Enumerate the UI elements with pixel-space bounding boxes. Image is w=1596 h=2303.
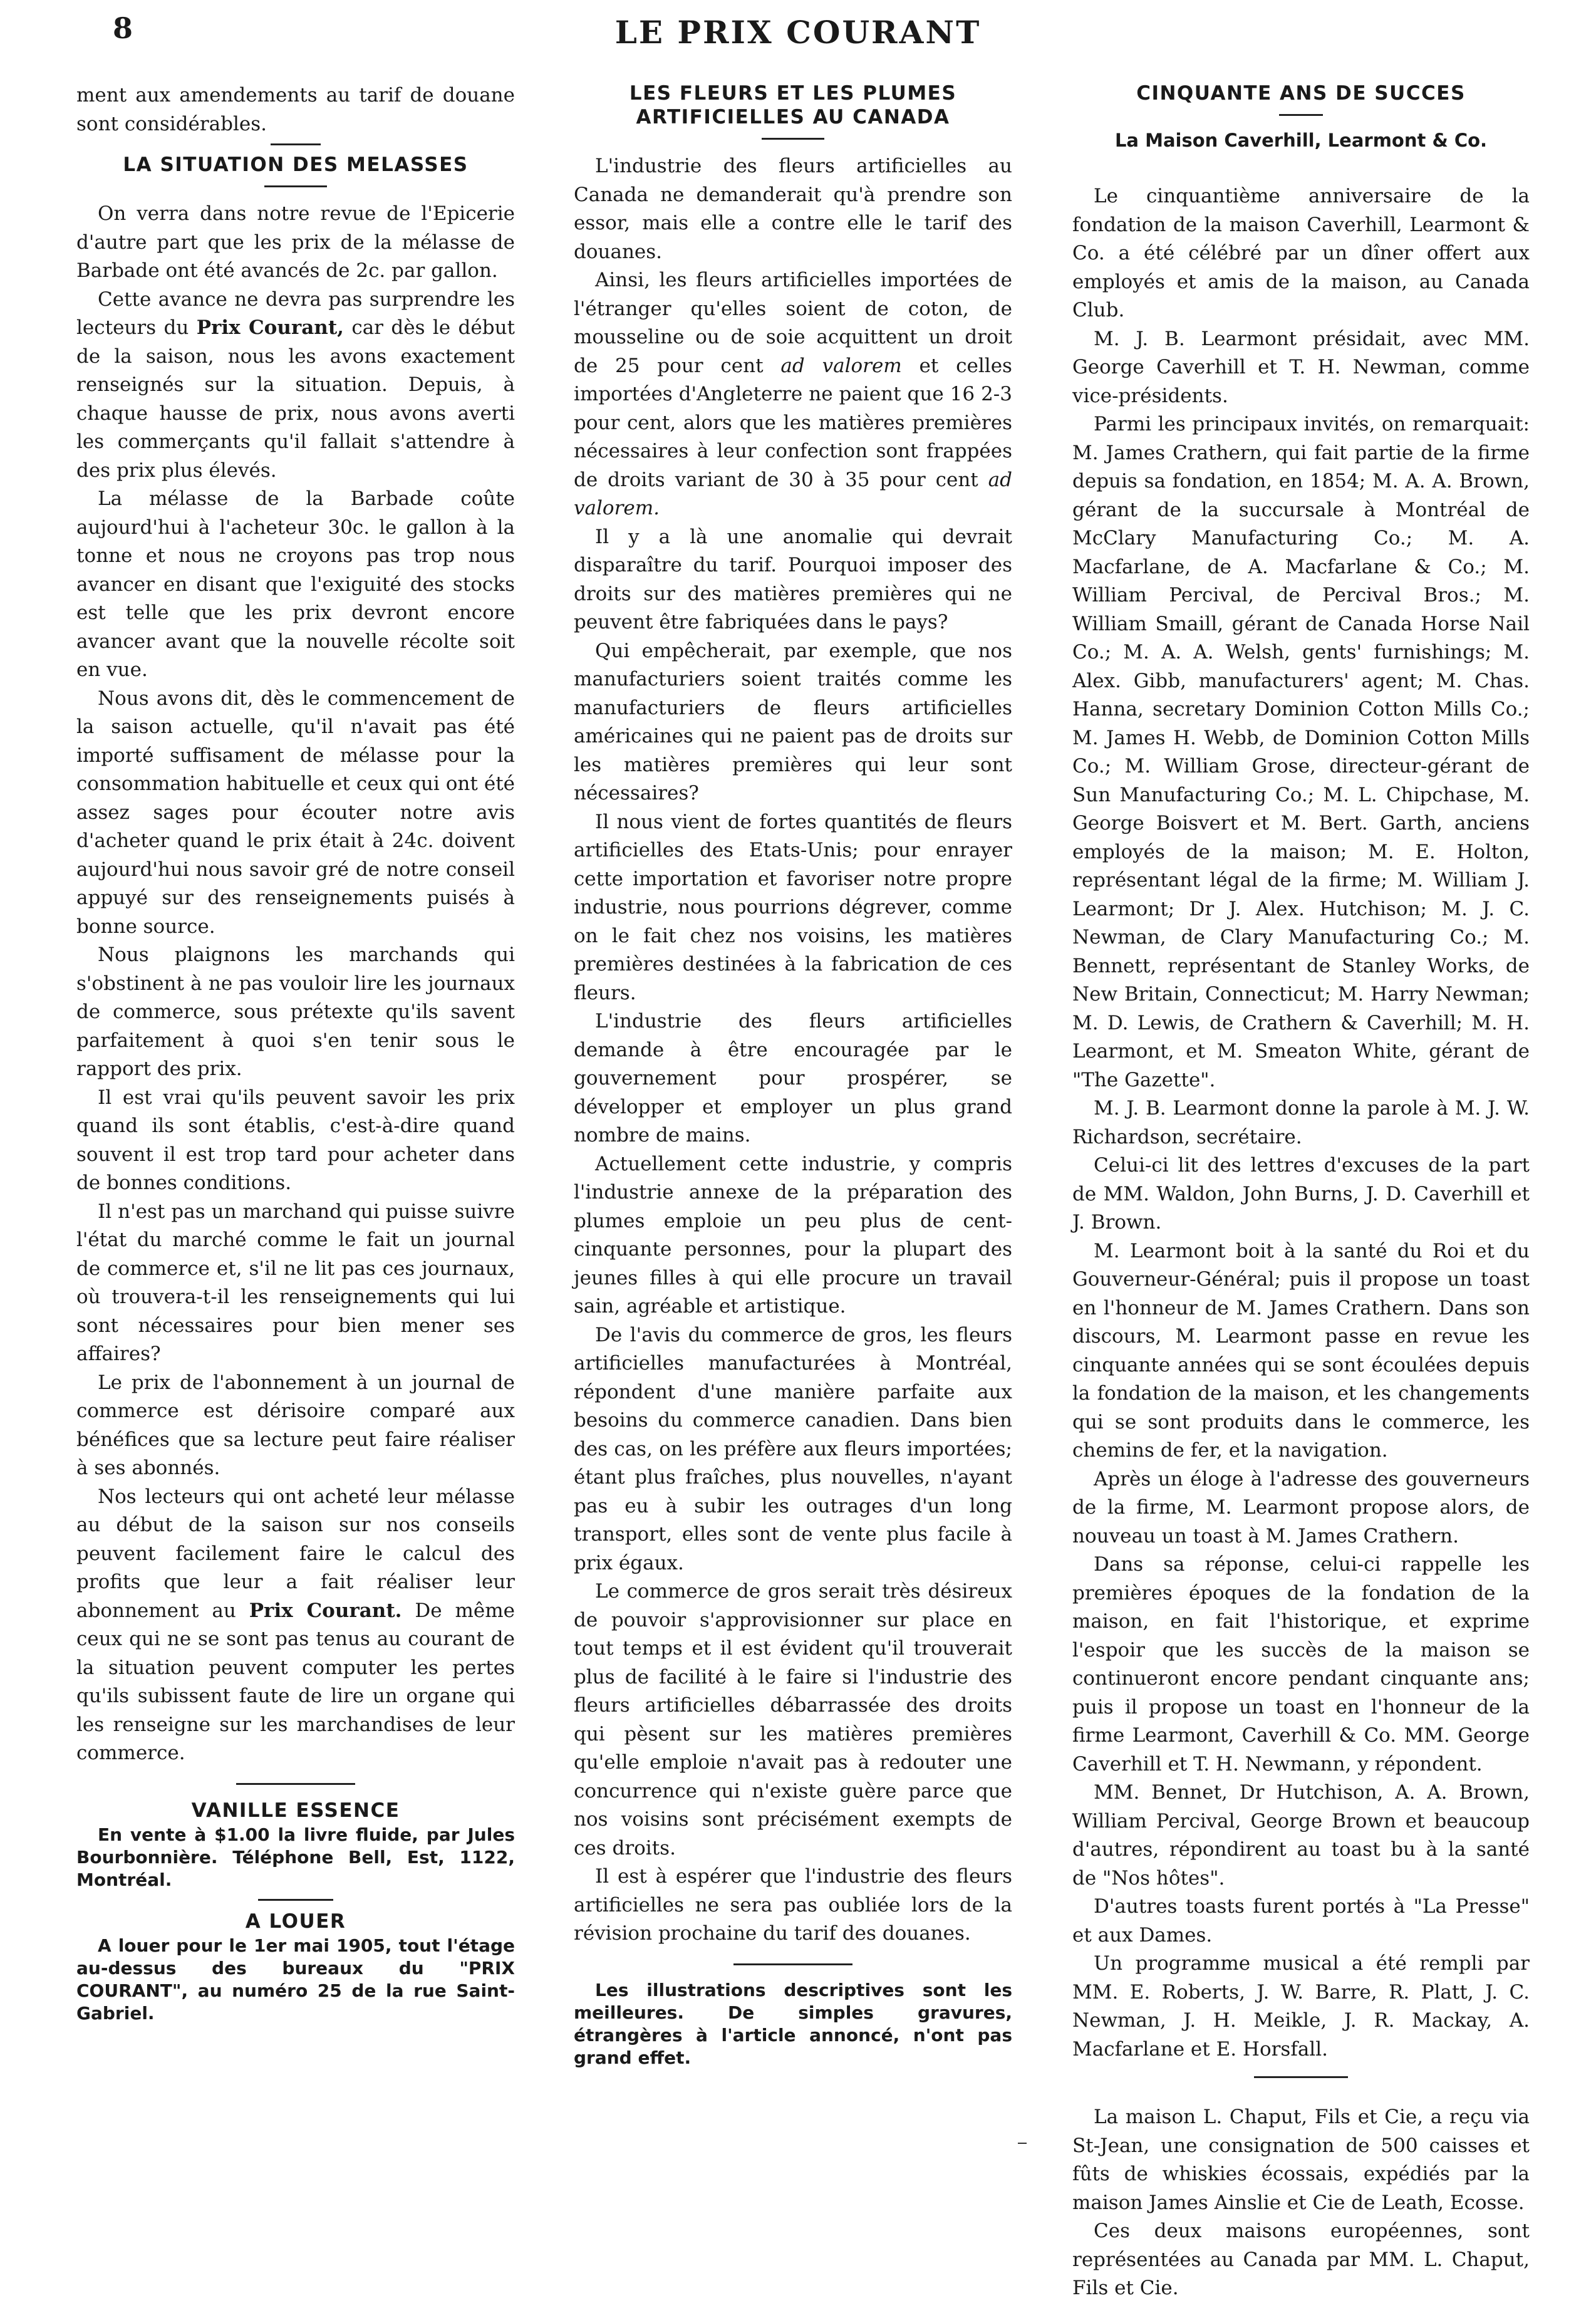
paragraph: Le cinquantième anniversaire de la fondation de la maison Caverhill, Learmont & Co. a été célébré par un dîner offert aux employés et amis de la maison, au Canada Club. [1072,185,1530,321]
paragraph: Ces deux maisons européennes, sont représentées au Canada par MM. L. Chaput, Fils et Cie. [1072,2220,1530,2299]
ad-text-louer: A louer pour le 1er mai 1905, tout l'étage au-dessus des bureaux du "PRIX COURANT", au numéro 25 de la rue Saint-Gabriel. [76,1935,515,2024]
article-title-cinquante-ans: CINQUANTE ANS DE SUCCES [1136,82,1466,105]
paragraph: Le prix de l'abonnement à un journal de commerce est dérisoire comparé aux bénéfices que sa lecture peut faire réaliser à ses abonnés. [76,1371,515,1479]
divider [1279,114,1323,116]
paragraph: De l'avis du commerce de gros, les fleurs artificielles manufacturées à Montréal, répondent d'une manière parfaite aux besoins du commerce canadien. Dans bien des cas, on les préfère aux fleurs importées; étant plus fraîches, plus nouvelles, n'ayant pas eu à subir les outrages d'un long transport, elles sont de vente plus facile à prix égaux. [574,1323,1012,1574]
paragraph: Cette avance ne devra pas surprendre les lecteurs du Prix Courant, car dès le début de la saison, nous les avons exactement renseignés sur la situation. Depuis, à chaque hausse de prix, nous avons averti les commerçants qu'il fallait s'attendre à des prix plus élevés. [76,288,516,482]
paragraph: Nous avons dit, dès le commencement de la saison actuelle, qu'il n'avait pas été importé suffisament de mélasse pour la consommation habituelle et ceux qui ont été assez sages pour écouter notre avis d'acheter quand le prix était à 24c. doivent aujourd'hui nous savoir gré de notre conseil appuyé sur des renseignements puisés à bonne source. [76,687,515,938]
paragraph: Nous plaignons les marchands qui s'obstinent à ne pas vouloir lire les journaux de commerce, sous prétexte qu'ils savent parfaitement à quoi s'en tenir sous le rapport des prix. [76,944,515,1080]
paragraph: Il y a là une anomalie qui devrait disparaître du tarif. Pourquoi imposer des droits sur des matières premières qui ne peuvent être fabriquées dans le pays? [574,525,1012,633]
divider [264,185,327,187]
paragraph: Un programme musical a été rempli par MM. E. Roberts, J. W. Barre, R. Platt, J. C. Newman, J. H. Meikle, J. R. Mackay, A. Macfarlane et E. Horsfall. [1072,1952,1530,2061]
paragraph: Dans sa réponse, celui-ci rappelle les premières époques de la fondation de la maison, en fait l'historique, et exprime l'espoir que les succès de la maison se continueront encore pendant cinquante ans; puis il propose un toast en l'honneur de la firme Learmont, Caverhill & Co. MM. George Caverhill et T. H. Newmann, y répondent. [1072,1553,1530,1775]
paragraph: Il est à espérer que l'industrie des fleurs artificielles ne sera pas oubliée lors de la révision prochaine du tarif des douanes. [574,1865,1012,1945]
divider [762,138,824,140]
paragraph: D'autres toasts furent portés à "La Presse" et aux Dames. [1072,1895,1530,1947]
column-3 [1072,81,1530,2303]
divider [258,1899,333,1901]
paragraph: Nos lecteurs qui ont acheté leur mélasse au début de la saison sur nos conseils peuvent facilement faire le calcul des profits que leur a fait réaliser leur abonnement au Prix Courant. De même ceux qui ne se sont pas tenus au courant de la situation peuvent computer les pertes qu'ils subissent faute de lire un organe qui les renseigne sur les marchandises de leur commerce. [76,1485,516,1764]
paragraph: Celui-ci lit des lettres d'excuses de la part de MM. Waldon, John Burns, J. D. Caverhill et J. Brown. [1072,1154,1530,1234]
page-mark [1018,2143,1027,2144]
paragraph: MM. Bennet, Dr Hutchison, A. A. Brown, William Percival, George Brown et beaucoup d'autres, répondirent au toast bu à la santé de "Nos hôtes". [1072,1781,1530,1890]
paragraph: Ainsi, les fleurs artificielles importées de l'étranger qu'elles soient de coton, de mousseline ou de soie acquittent un droit de 25 pour cent ad valorem et celles importées d'Angleterre ne paient que 16 2-3 pour cent, alors que les matières premières nécessaires à leur confection sont frappées de droits variant de 30 à 35 pour cent ad valorem. [574,269,1012,519]
paragraph: L'industrie des fleurs artificielles au Canada ne demanderait qu'à prendre son essor, mais elle a contre elle le tarif des douanes. [574,155,1012,263]
ad-title-vanille: VANILLE ESSENCE [191,1799,400,1822]
continued-paragraph: ment aux amendements au tarif de douane sont considérables. [76,84,515,135]
divider [236,1783,355,1785]
paragraph: Le commerce de gros serait très désireux de pouvoir s'approvisionner sur place en tout temps et il est évident qu'il trouverait plus de facilité à le faire si l'industrie des fleurs artificielles débarrassée des droits qui pèsent sur les matières premières qu'elle emploie n'avait pas à redouter une concurrence qui n'existe guère parce que nos voisins sont précisément exempts de ces droits. [574,1580,1012,1859]
paragraph: M. Learmont boit à la santé du Roi et du Gouverneur-Général; puis il propose un toast en l'honneur de M. James Crathern. Dans son discours, M. Learmont passe en revue les cinquante années qui se sont écoulées depuis la fondation de la maison, et les changements qui se sont produits dans le commerce, les chemins de fer, et la navigation. [1072,1239,1530,1462]
divider [271,143,321,145]
paragraph: La mélasse de la Barbade coûte aujourd'hui à l'acheteur 30c. le gallon à la tonne et nous ne croyons pas trop nous avancer en disant que l'exiguité des stocks est telle que les prix devront encore avancer avant que la nouvelle récolte soit en vue. [76,487,515,681]
divider [733,1963,852,1965]
column-2 [574,81,1012,2069]
paragraph: Après un éloge à l'adresse des gouverneurs de la firme, M. Learmont propose alors, de nouveau un toast à M. James Crathern. [1072,1467,1530,1547]
paragraph: On verra dans notre revue de l'Epicerie d'autre part que les prix de la mélasse de Barbade ont été avancés de 2c. par gallon. [76,202,515,282]
paragraph: M. J. B. Learmont présidait, avec MM. George Caverhill et T. H. Newman, comme vice-présidents. [1072,327,1530,407]
notice-illustrations: Les illustrations descriptives sont les meilleures. De simples gravures, étrangères à l'article annoncé, n'ont pas grand effet. [574,1979,1012,2068]
paragraph: Actuellement cette industrie, y compris l'industrie annexe de la préparation des plumes emploie un peu plus de cent-cinquante personnes, pour la plupart des jeunes filles à qui elle procure un travail sain, agréable et artistique. [574,1152,1012,1318]
paragraph: Qui empêcherait, par exemple, que nos manufacturiers soient traités comme les manufacturiers de fleurs artificielles américaines qui ne paient pas de droits sur les matières premières qui leur sont nécessaires? [574,639,1012,804]
paragraph: Parmi les principaux invités, on remarquait: M. James Crathern, qui fait partie de la firme depuis sa fondation, en 1854; M. A. A. Brown, gérant de la succursale à Montréal de McClary Manufacturing Co.; M. A. Macfarlane, de A. Macfarlane & Co.; M. William Percival, de Percival Bros.; M. William Smaill, gérant de Canada Horse Nail Co.; M. A. A. Welsh, gents' furnishings; M. Alex. Gibb, manufacturers' agent; M. Chas. Hanna, secretary Dominion Cotton Mills Co.; M. James H. Webb, de Dominion Cotton Mills Co.; M. William Grose, directeur-gérant de Sun Manufacturing Co.; M. L. Chipchase, M. George Boisvert et M. Bert. Garth, anciens employés de la maison; M. E. Holton, représentant légal de la firme; M. William J. Learmont; Dr J. Alex. Hutchison; M. J. C. Newman, de Clary Manufacturing Co.; M. Bennett, représentant de Stanley Works, de New Britain, Connecticut; M. Harry Newman; M. D. Lewis, de Crathern & Caverhill; M. H. Learmont, et M. Smeaton White, gérant de "The Gazette". [1072,413,1530,1091]
paragraph: La maison L. Chaput, Fils et Cie, a reçu via St-Jean, une consignation de 500 caisses et fûts de whiskies écossais, expédiés par la maison James Ainslie et Cie de Leath, Ecosse. [1072,2106,1530,2214]
article-title-melasses: LA SITUATION DES MELASSES [123,153,469,176]
column-1 [76,81,515,2025]
paragraph: Il n'est pas un marchand qui puisse suivre l'état du marché comme le fait un journal de commerce et, s'il ne lit pas ces journaux, où trouvera-t-il les renseignements qui lui sont nécessaires pour bien mener ses affaires? [76,1200,515,1365]
ad-text-vanille: En vente à $1.00 la livre fluide, par Jules Bourbonnière. Téléphone Bell, Est, 1122, Montréal. [76,1824,515,1890]
masthead: LE PRIX COURANT [614,14,982,51]
divider [1254,2076,1348,2078]
article-title-fleurs: LES FLEURS ET LES PLUMES ARTIFICIELLES AU CANADA [629,82,957,128]
spacer [1072,152,1530,182]
article-subtitle: La Maison Caverhill, Learmont & Co. [1114,130,1488,151]
paragraph: L'industrie des fleurs artificielles demande à être encouragée par le gouvernement pour prospérer, se développer et employer un plus grand nombre de mains. [574,1010,1012,1146]
paragraph: Il nous vient de fortes quantités de fleurs artificielles des Etats-Unis; pour enrayer cette importation et favoriser notre propre industrie, nous pourrions dégrever, comme on le fait chez nos voisins, les matières premières destinées à la fabrication de ces fleurs. [574,810,1012,1004]
paragraph: M. J. B. Learmont donne la parole à M. J. W. Richardson, secrétaire. [1072,1097,1530,1148]
ad-title-louer: A LOUER [245,1910,346,1933]
paragraph: Il est vrai qu'ils peuvent savoir les prix quand ils sont établis, c'est-à-dire quand souvent il est trop tard pour acheter dans de bonnes conditions. [76,1086,515,1194]
page-number: 8 [113,11,133,45]
